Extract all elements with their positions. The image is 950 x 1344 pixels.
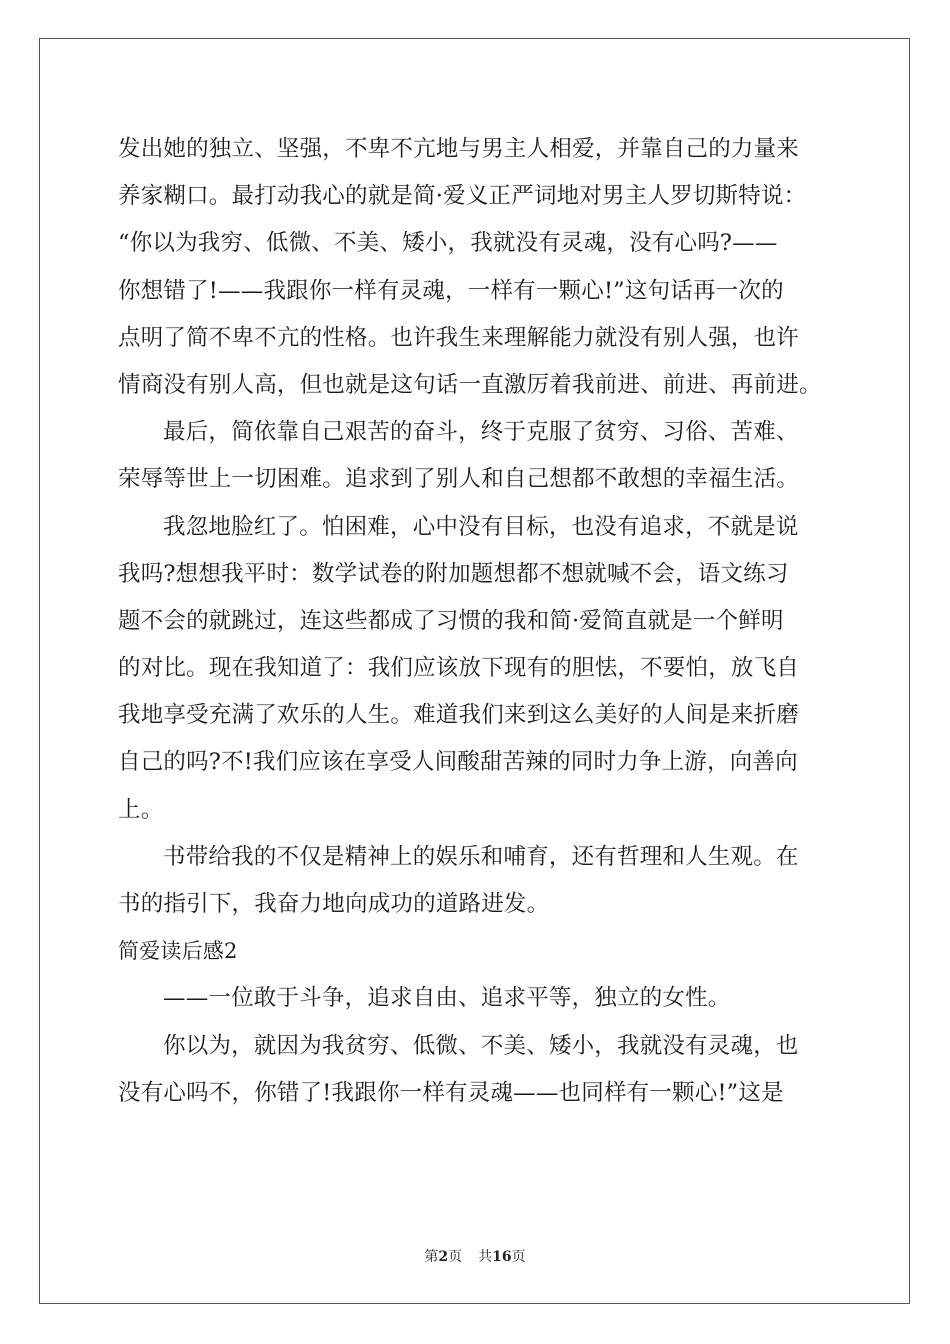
total-page-count: 16 xyxy=(492,1249,512,1265)
text-line: 养家糊口。最打动我心的就是简·爱义正严词地对男主人罗切斯特说： xyxy=(118,183,807,210)
text-line: 的对比。现在我知道了：我们应该放下现有的胆怯，不要怕，放飞自 xyxy=(118,655,800,682)
total-suffix: 页 xyxy=(511,1249,526,1265)
page-suffix: 页 xyxy=(448,1249,463,1265)
current-page-number: 2 xyxy=(438,1249,449,1265)
text-line: 自己的吗?不!我们应该在享受人间酸甜苦辣的同时力争上游，向善向 xyxy=(118,749,798,776)
text-line: 点明了简不卑不亢的性格。也许我生来理解能力就没有别人强，也许 xyxy=(118,324,800,351)
section-heading: 简爱读后感2 xyxy=(118,939,238,964)
text-line: 上。 xyxy=(118,796,164,823)
text-line: 发出她的独立、坚强，不卑不亢地与男主人相爱，并靠自己的力量来 xyxy=(118,136,800,162)
text-line: 没有心吗不，你错了!我跟你一样有灵魂——也同样有一颗心!”这是 xyxy=(118,1079,784,1106)
paragraph-start-line: 书带给我的不仅是精神上的娱乐和哺育，还有哲理和人生观。在 xyxy=(163,843,799,870)
paragraph-start-line: 最后，简依靠自己艰苦的奋斗，终于克服了贫穷、习俗、苦难、 xyxy=(163,419,799,446)
text-line: 题不会的就跳过，连这些都成了习惯的我和简·爱简直就是一个鲜明 xyxy=(118,607,784,634)
paragraph-start-line: 你以为，就因为我贫穷、低微、不美、矮小，我就没有灵魂，也 xyxy=(163,1032,799,1059)
text-line: 书的指引下，我奋力地向成功的道路进发。 xyxy=(118,891,550,917)
text-line: “你以为我穷、低微、不美、矮小，我就没有灵魂，没有心吗?—— xyxy=(118,230,778,257)
paragraph-start-line: 我忽地脸红了。怕困难，心中没有目标，也没有追求，不就是说 xyxy=(163,513,799,540)
document-body xyxy=(118,126,838,1117)
text-line: 情商没有别人高，但也就是这句话一直激厉着我前进、前进、再前进。 xyxy=(118,371,822,398)
text-line: 你想错了!——我跟你一样有灵魂，一样有一颗心!”这句话再一次的 xyxy=(118,277,784,304)
page-footer xyxy=(0,1246,950,1266)
text-line: 荣辱等世上一切困难。追求到了别人和自己想都不敢想的幸福生活。 xyxy=(118,466,800,493)
total-prefix: 共 xyxy=(478,1249,493,1265)
text-line: 我吗?想想我平时：数学试卷的附加题想都不想就喊不会，语文练习 xyxy=(118,560,789,587)
subtitle-line: ——一位敢于斗争，追求自由、追求平等，独立的女性。 xyxy=(163,985,731,1012)
text-line: 我地享受充满了欢乐的人生。难道我们来到这么美好的人间是来折磨 xyxy=(118,702,800,729)
page-prefix: 第 xyxy=(424,1249,439,1265)
